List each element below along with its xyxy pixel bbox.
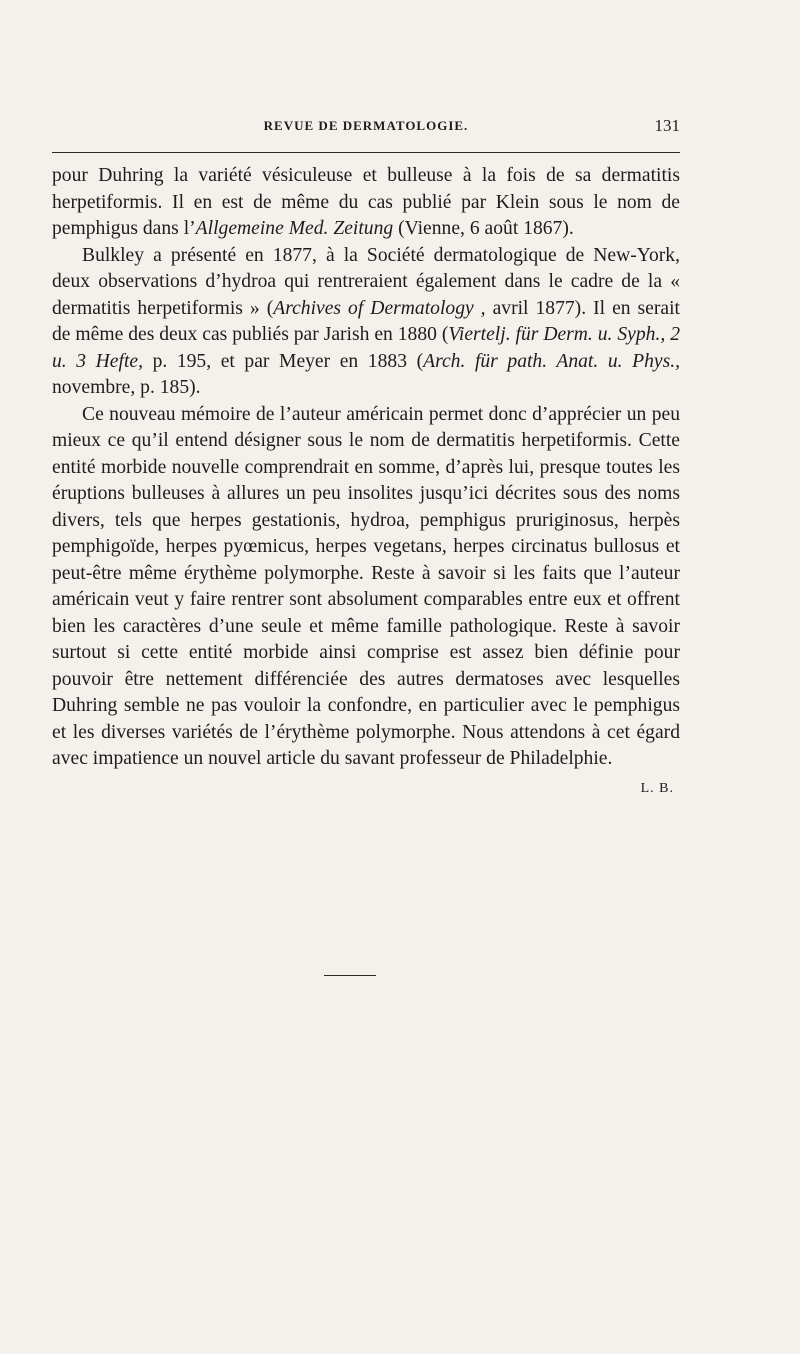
running-title: REVUE DE DERMATOLOGIE. [263,118,469,133]
running-head [52,118,680,140]
paragraph-1: pour Duhring la variété vésiculeuse et bulleuse à la fois de sa dermatitis herpetiformis. Il en est de même du cas publié par Klein sous le nom de pemphigus dans l’Allgemeine Med. Zeitung (Vienne, 6 août 1867). [52,165,680,239]
section-end-rule [324,975,376,976]
paragraph-2: Bulkley a présenté en 1877, à la Société dermatologique de New-York, deux observations d’hydroa qui rentreraient également dans le cadre de la « dermatitis herpetiformis » (Archives of Dermatology , avril 1877). Il en serait de même des deux cas publiés par Jarish en 1880 (Viertelj. für Derm. u. Syph., 2 u. 3 Hefte, p. 195, et par Meyer en 1883 (Arch. für path. Anat. u. Phys., novembre, p. 185). [52,244,680,398]
paragraph-3: Ce nouveau mémoire de l’auteur américain permet donc d’apprécier un peu mieux ce qu’il entend désigner sous le nom de dermatitis herpetiformis. Cette entité morbide nouvelle comprendrait en somme, d’après lui, presque toutes les éruptions bulleuses à allures un peu insolites jusqu’ici décrites sous des noms divers, tels que herpes gestationis, hydroa, pemphigus pruriginosus, herpès pemphigoïde, herpes pyœmicus, herpes vegetans, herpes circinatus bullosus et peut-être même érythème polymorphe. Reste à savoir si les faits que l’auteur américain veut y faire rentrer sont absolument comparables entre eux et offrent bien les caractères d’une seule et même famille pathologique. Reste à savoir surtout si cette entité morbide ainsi comprise est assez bien définie pour pouvoir être nettement différenciée des autres dermatoses avec lesquelles Duhring semble ne pas vouloir la confondre, en particulier avec le pemphigus et les diverses variétés de l’érythème polymorphe. Nous attendons à cet égard avec impatience un nouvel article du savant professeur de Philadelphie. L. B. [52,402,680,773]
journal-title: Arch. für path. Anat. u. Phys., [423,350,680,372]
author-signature: L. B. [640,780,674,796]
article-body [52,163,680,802]
journal-title: Viertelj. für Derm. u. Syph., 2 u. 3 Hefte, [52,324,680,372]
page-number: 131 [654,116,680,135]
header-rule [52,152,680,153]
journal-title: Allgemeine Med. Zeitung [195,218,394,239]
journal-title: Archives of Dermatology , [273,297,486,319]
